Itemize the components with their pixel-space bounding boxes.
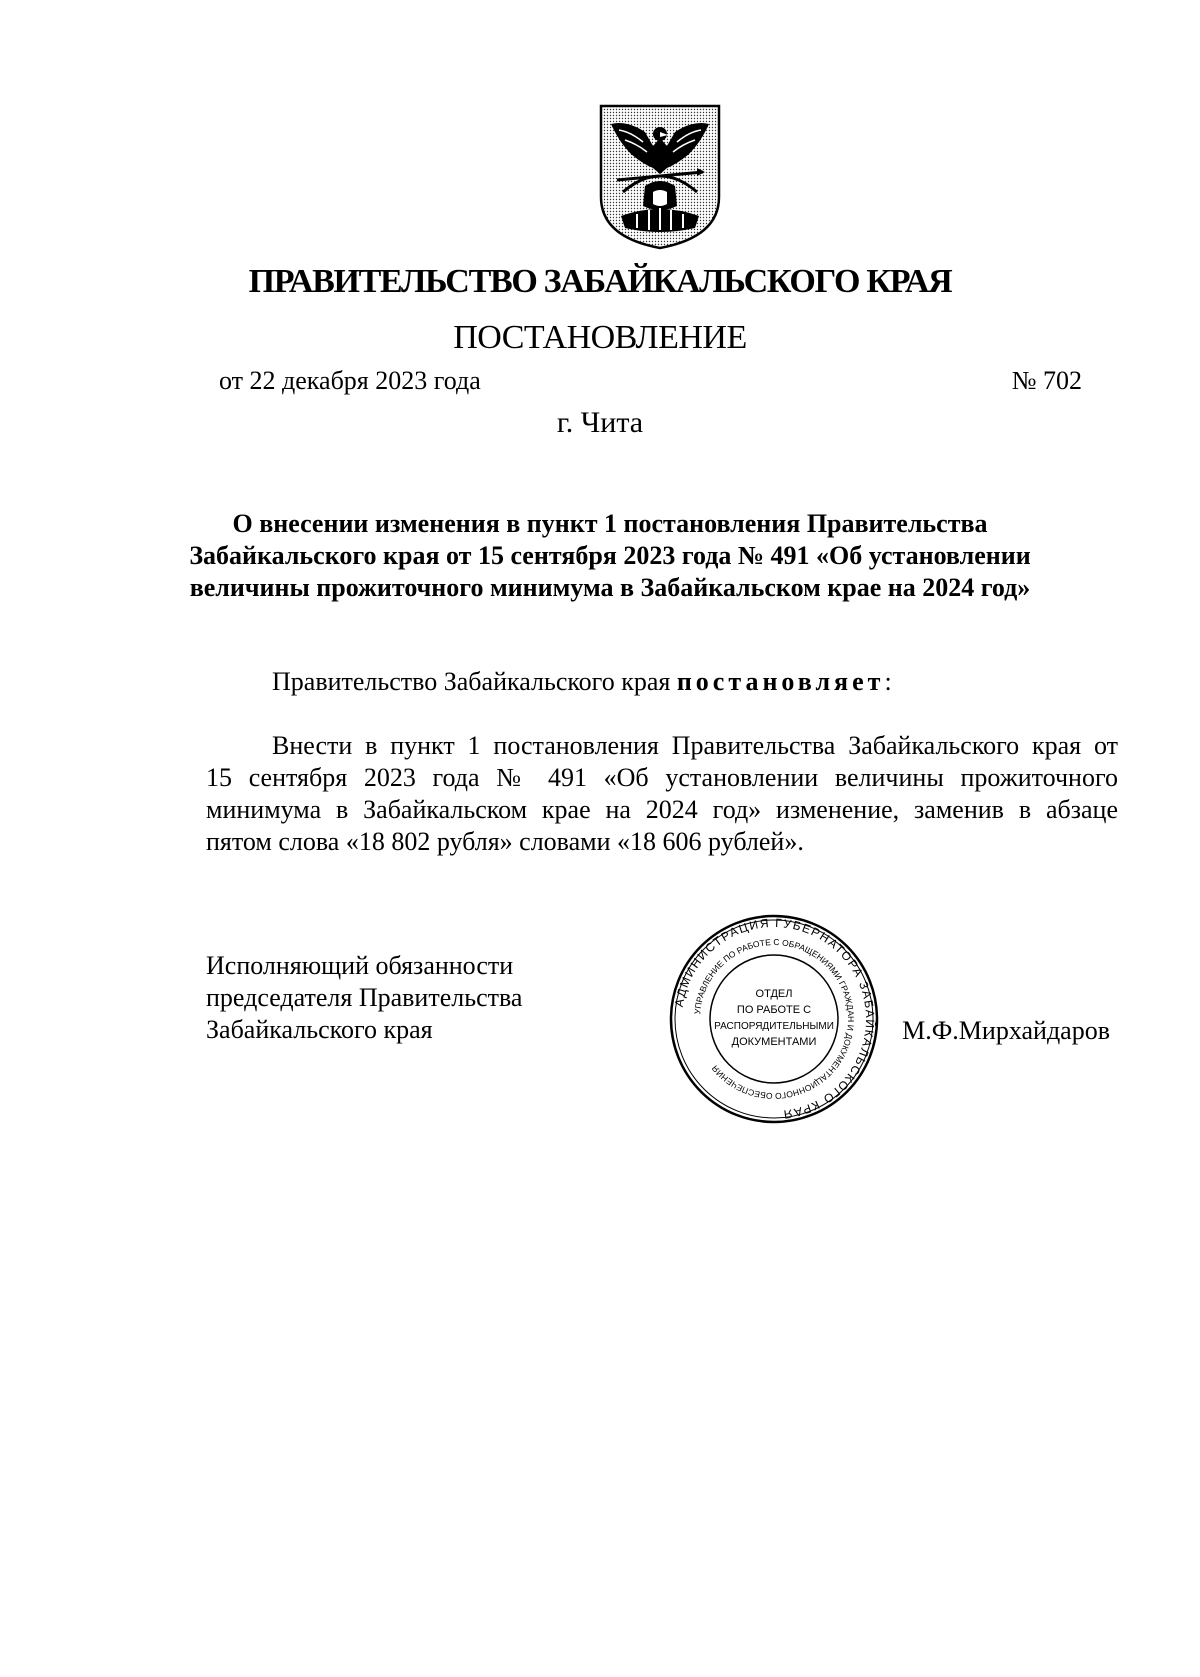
document-date: от 22 декабря 2023 года (219, 366, 481, 395)
decree-suffix: : (884, 667, 892, 696)
stamp-center-line: РАСПОРЯДИТЕЛЬНЫМИ (714, 1021, 834, 1032)
body-line: 15 сентября 2023 года № 491 «Об установлении величины прожиточного (206, 763, 1118, 792)
document-number: № 702 (1011, 366, 1082, 395)
signatory-name: М.Ф.Мирхайдаров (902, 1016, 1110, 1045)
document-title (180, 508, 1040, 604)
stamp-outer-text: АДМИНИСТРАЦИЯ ГУБЕРНАТОРА ЗАБАЙКАЛЬСКОГО КРАЯ (671, 915, 878, 1122)
stamp-center-line: ПО РАБОТЕ С (736, 1004, 812, 1016)
decree-verb: постановляет (676, 667, 885, 696)
stamp-middle-text: УПРАВЛЕНИЕ ПО РАБОТЕ С ОБРАЩЕНИЯМИ ГРАЖДАН И ДОКУМЕНТАЦИОННОГО ОБЕСПЕЧЕНИЯ (692, 936, 857, 1102)
body-line: Внести в пункт 1 постановления Правительства Забайкальского края от (272, 731, 1118, 760)
title-line: О внесении изменения в пункт 1 постановления Правительства (232, 509, 988, 538)
document-body (206, 730, 1118, 858)
body-line: пятом слова «18 802 рубля» словами «18 606 рублей». (206, 827, 804, 856)
decree-statement (272, 666, 892, 698)
coat-of-arms-icon (597, 102, 723, 250)
decree-prefix: Правительство Забайкальского края (272, 667, 677, 696)
svg-text:УПРАВЛЕНИЕ ПО РАБОТЕ С ОБРАЩЕН (692, 937, 856, 1101)
document-type: ПОСТАНОВЛЕНИЕ (453, 319, 747, 356)
signatory-position (206, 950, 522, 1046)
position-line: Исполняющий обязанности (206, 951, 514, 980)
document-city: г. Чита (556, 406, 644, 439)
position-line: Забайкальского края (206, 1015, 433, 1044)
stamp-center-line: ДОКУМЕНТАМИ (731, 1036, 817, 1048)
title-line: Забайкальского края от 15 сентября 2023 года № 491 «Об установлении (189, 541, 1031, 570)
organization-heading: ПРАВИТЕЛЬСТВО ЗАБАЙКАЛЬСКОГО КРАЯ (248, 263, 952, 300)
position-line: председателя Правительства (206, 983, 523, 1012)
official-stamp (668, 913, 880, 1125)
body-line: минимума в Забайкальском крае на 2024 год» изменение, заменив в абзаце (206, 795, 1118, 824)
title-line: величины прожиточного минимума в Забайкальском крае на 2024 год» (189, 573, 1031, 602)
stamp-center-line: ОТДЕЛ (755, 988, 793, 1000)
